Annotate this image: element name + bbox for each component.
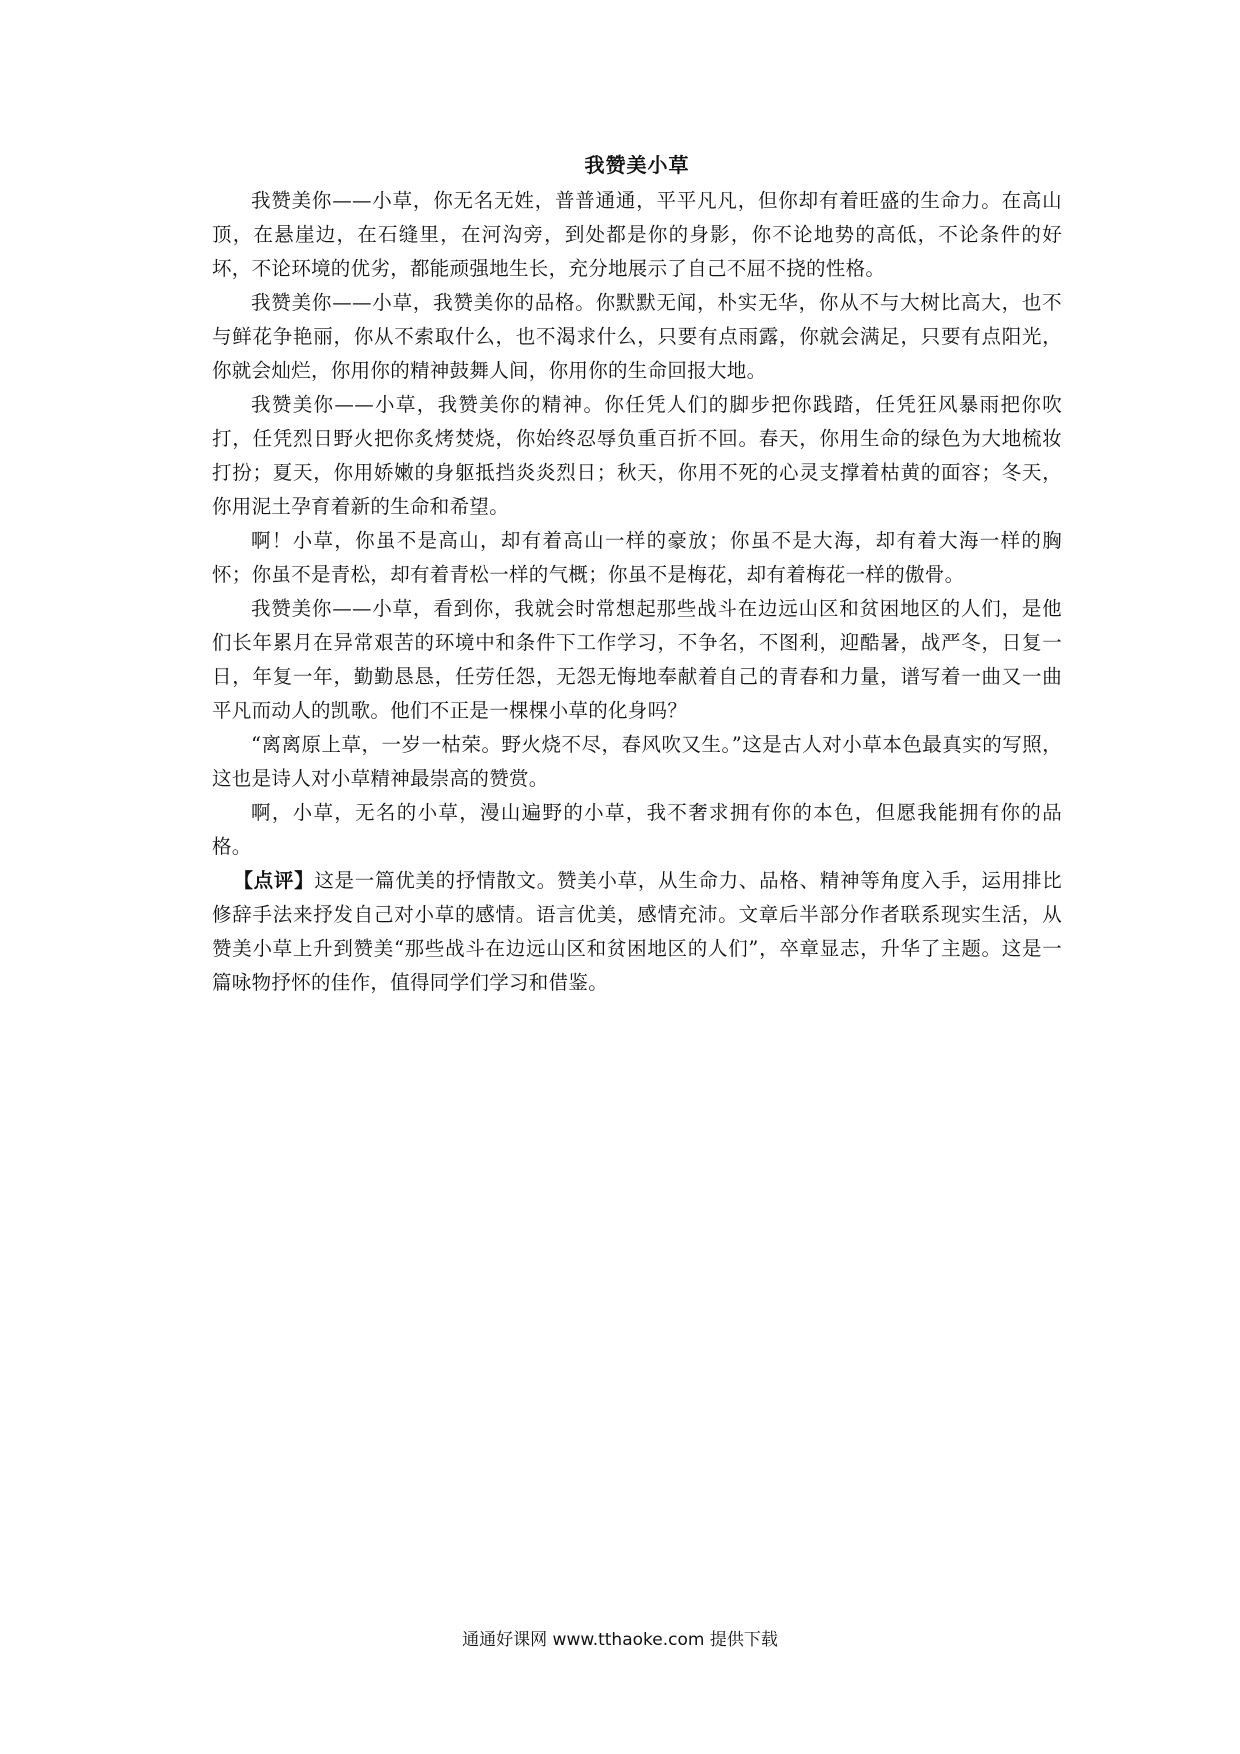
comment-text: 这是一篇优美的抒情散文。赞美小草，从生命力、品格、精神等角度入手，运用排比修辞手法来抒发自己对小草的感情。语言优美，感情充沛。文章后半部分作者联系现实生活，从赞美小草上升到赞美“那些战斗在边远山区和贫困地区的人们”，卒章显志，升华了主题。这是一篇咏物抒怀的佳作，值得同学们学习和借鉴。 [212, 869, 1062, 994]
paragraph-4: 啊！小草，你虽不是高山，却有着高山一样的豪放；你虽不是大海，却有着大海一样的胸怀；你虽不是青松，却有着青松一样的气概；你虽不是梅花，却有着梅花一样的傲骨。 [212, 529, 1062, 586]
paragraph-3: 我赞美你——小草，我赞美你的精神。你任凭人们的脚步把你践踏，任凭狂风暴雨把你吹打，任凭烈日野火把你炙烤焚烧，你始终忍辱负重百折不回。春天，你用生命的绿色为大地梳妆打扮；夏天，你用娇嫩的身躯抵挡炎炎烈日；秋天，你用不死的心灵支撑着枯黄的面容；冬天，你用泥土孕育着新的生命和希望。 [212, 393, 1062, 518]
paragraph-7: 啊，小草，无名的小草，漫山遍野的小草，我不奢求拥有你的本色，但愿我能拥有你的品格。 [212, 801, 1062, 858]
paragraph-1: 我赞美你——小草，你无名无姓，普普通通，平平凡凡，但你却有着旺盛的生命力。在高山顶，在悬崖边，在石缝里，在河沟旁，到处都是你的身影，你不论地势的高低，不论条件的好坏，不论环境的优劣，都能顽强地生长，充分地展示了自己不屈不挠的性格。 [212, 189, 1062, 280]
article-title: 我赞美小草 [584, 153, 690, 177]
page-footer: 通通好课网 www.tthaoke.com 提供下载 [462, 1630, 778, 1650]
article [212, 148, 1062, 1000]
comment-paragraph [212, 864, 1062, 1000]
paragraph-2: 我赞美你——小草，我赞美你的品格。你默默无闻，朴实无华，你从不与大树比高大，也不与鲜花争艳丽，你从不索取什么，也不渴求什么，只要有点雨露，你就会满足，只要有点阳光，你就会灿烂，你用你的精神鼓舞人间，你用你的生命回报大地。 [212, 291, 1062, 382]
paragraph-6: “离离原上草，一岁一枯荣。野火烧不尽，春风吹又生。”这是古人对小草本色最真实的写照，这也是诗人对小草精神最崇高的赞赏。 [212, 733, 1062, 790]
paragraph-5: 我赞美你——小草，看到你，我就会时常想起那些战斗在边远山区和贫困地区的人们，是他们长年累月在异常艰苦的环境中和条件下工作学习，不争名，不图利，迎酷暑，战严冬，日复一日，年复一年，勤勤恳恳，任劳任怨，无怨无悔地奉献着自己的青春和力量，谱写着一曲又一曲平凡而动人的凯歌。他们不正是一棵棵小草的化身吗？ [212, 597, 1062, 722]
comment-label: 【点评】 [233, 869, 315, 892]
